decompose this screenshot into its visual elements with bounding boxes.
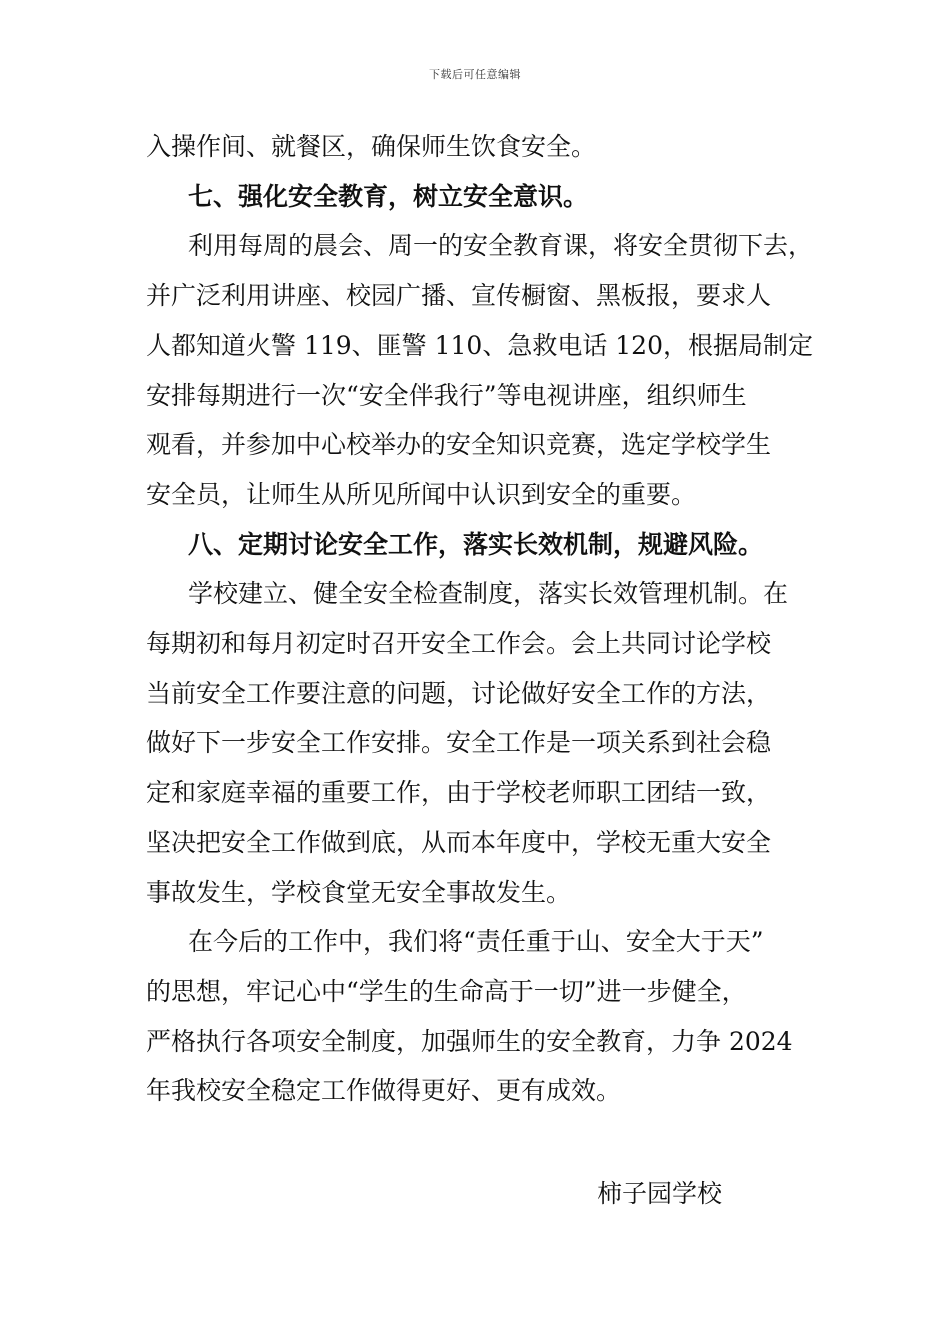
body-line: 学校建立、健全安全检查制度，落实长效管理机制。在 [188, 579, 789, 608]
body-line: 并广泛利用讲座、校园广播、宣传橱窗、黑板报，要求人 [146, 281, 772, 310]
body-line: 的思想，牢记心中“学生的生命高于一切”进一步健全， [146, 977, 747, 1006]
section-heading: 七、强化安全教育，树立安全意识。 [188, 182, 589, 211]
body-line: 利用每周的晨会、周一的安全教育课，将安全贯彻下去， [188, 231, 814, 260]
section-heading: 八、定期讨论安全工作，落实长效机制，规避风险。 [188, 530, 764, 559]
signature: 柿子园学校 [597, 1179, 723, 1208]
page-header: 下载后可任意编辑 [429, 68, 521, 81]
body-line: 观看，并参加中心校举办的安全知识竞赛，选定学校学生 [146, 430, 772, 459]
body-line: 在今后的工作中，我们将“责任重于山、安全大于天” [188, 927, 764, 956]
body-line: 定和家庭幸福的重要工作，由于学校老师职工团结一致， [146, 778, 772, 807]
body-line: 坚决把安全工作做到底，从而本年度中，学校无重大安全 [146, 828, 772, 857]
body-line: 年我校安全稳定工作做得更好、更有成效。 [146, 1076, 622, 1105]
body-line: 事故发生，学校食堂无安全事故发生。 [146, 878, 572, 907]
body-line: 当前安全工作要注意的问题，讨论做好安全工作的方法， [146, 679, 772, 708]
body-line: 人都知道火警 119、匪警 110、急救电话 120，根据局制定 [146, 331, 813, 360]
body-line: 做好下一步安全工作安排。安全工作是一项关系到社会稳 [146, 728, 772, 757]
body-line: 安排每期进行一次“安全伴我行”等电视讲座，组织师生 [146, 381, 747, 410]
body-line: 安全员，让师生从所见所闻中认识到安全的重要。 [146, 480, 697, 509]
body-line: 严格执行各项安全制度，加强师生的安全教育，力争 2024 [146, 1027, 793, 1056]
body-line: 每期初和每月初定时召开安全工作会。会上共同讨论学校 [146, 629, 772, 658]
body-line: 入操作间、就餐区，确保师生饮食安全。 [146, 132, 597, 161]
